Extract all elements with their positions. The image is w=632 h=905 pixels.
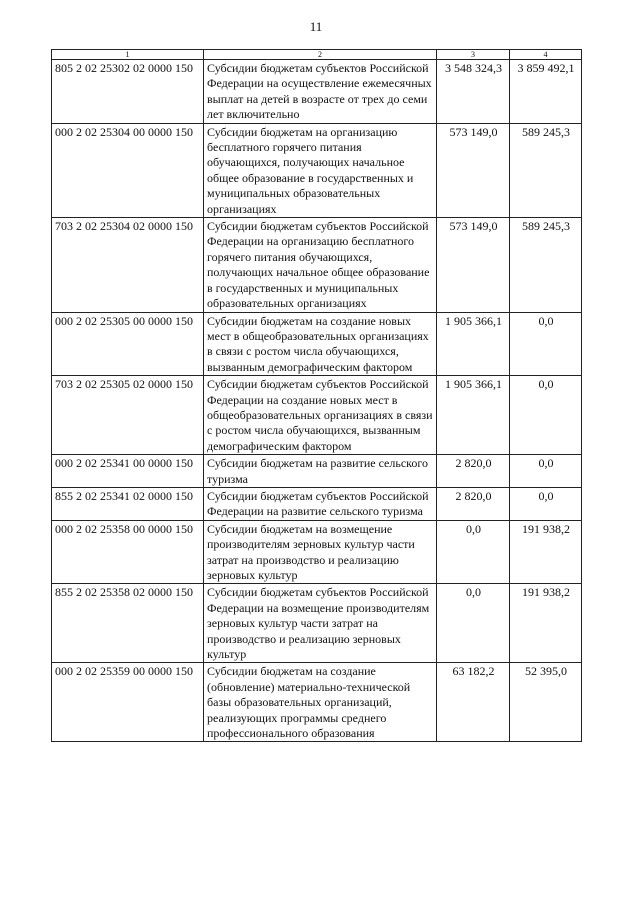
budget-code: 703 2 02 25305 02 0000 150 — [52, 376, 204, 455]
amount-year-2: 0,0 — [510, 455, 582, 488]
table-row — [52, 584, 582, 663]
amount-year-2: 0,0 — [510, 312, 582, 376]
amount-year-1: 0,0 — [437, 584, 510, 663]
column-number: 1 — [52, 50, 204, 60]
budget-code: 000 2 02 25358 00 0000 150 — [52, 520, 204, 584]
amount-year-1: 1 905 366,1 — [437, 312, 510, 376]
subsidy-name: Субсидии бюджетам субъектов Российской Федерации на создание новых мест в общеобразовательных организациях в связи с ростом числа обучающихся, вызванным демографическим фактором — [204, 376, 437, 455]
budget-code: 000 2 02 25305 00 0000 150 — [52, 312, 204, 376]
amount-year-1: 2 820,0 — [437, 455, 510, 488]
table-row — [52, 60, 582, 124]
table-row — [52, 520, 582, 584]
subsidy-name: Субсидии бюджетам субъектов Российской Федерации на развитие сельского туризма — [204, 487, 437, 520]
budget-code: 000 2 02 25341 00 0000 150 — [52, 455, 204, 488]
budget-table — [51, 49, 582, 742]
column-number: 2 — [204, 50, 437, 60]
amount-year-1: 3 548 324,3 — [437, 60, 510, 124]
amount-year-2: 0,0 — [510, 487, 582, 520]
table-row — [52, 218, 582, 312]
subsidy-name: Субсидии бюджетам на организацию бесплатного горячего питания обучающихся, получающих начальное общее образование в государственных и муниципальных образовательных организациях — [204, 123, 437, 217]
amount-year-1: 2 820,0 — [437, 487, 510, 520]
amount-year-1: 0,0 — [437, 520, 510, 584]
page-number: 11 — [309, 19, 323, 34]
column-number: 3 — [437, 50, 510, 60]
amount-year-1: 63 182,2 — [437, 663, 510, 742]
budget-code: 805 2 02 25302 02 0000 150 — [52, 60, 204, 124]
amount-year-1: 1 905 366,1 — [437, 376, 510, 455]
column-number: 4 — [510, 50, 582, 60]
budget-code: 000 2 02 25359 00 0000 150 — [52, 663, 204, 742]
budget-code: 855 2 02 25358 02 0000 150 — [52, 584, 204, 663]
subsidy-name: Субсидии бюджетам субъектов Российской Федерации на осуществление ежемесячных выплат на детей в возрасте от трех до семи лет включительно — [204, 60, 437, 124]
amount-year-2: 191 938,2 — [510, 520, 582, 584]
table-row — [52, 312, 582, 376]
subsidy-name: Субсидии бюджетам на возмещение производителям зерновых культур части затрат на производство и реализацию зерновых культур — [204, 520, 437, 584]
amount-year-2: 3 859 492,1 — [510, 60, 582, 124]
subsidy-name: Субсидии бюджетам на развитие сельского туризма — [204, 455, 437, 488]
subsidy-name: Субсидии бюджетам субъектов Российской Федерации на организацию бесплатного горячего питания обучающихся, получающих начальное общее образование в государственных и муниципальных образовательных организациях — [204, 218, 437, 312]
table-row — [52, 487, 582, 520]
table-row — [52, 663, 582, 742]
subsidy-name: Субсидии бюджетам субъектов Российской Федерации на возмещение производителям зерновых культур части затрат на производство и реализацию зерновых культур — [204, 584, 437, 663]
amount-year-1: 573 149,0 — [437, 218, 510, 312]
budget-code: 000 2 02 25304 00 0000 150 — [52, 123, 204, 217]
budget-code: 703 2 02 25304 02 0000 150 — [52, 218, 204, 312]
subsidy-name: Субсидии бюджетам на создание (обновление) материально-технической базы образовательных организаций, реализующих программы среднего профессионального образования — [204, 663, 437, 742]
budget-code: 855 2 02 25341 02 0000 150 — [52, 487, 204, 520]
amount-year-2: 0,0 — [510, 376, 582, 455]
amount-year-2: 191 938,2 — [510, 584, 582, 663]
table-row — [52, 455, 582, 488]
amount-year-2: 589 245,3 — [510, 218, 582, 312]
amount-year-2: 589 245,3 — [510, 123, 582, 217]
amount-year-1: 573 149,0 — [437, 123, 510, 217]
table-row — [52, 376, 582, 455]
amount-year-2: 52 395,0 — [510, 663, 582, 742]
subsidy-name: Субсидии бюджетам на создание новых мест в общеобразовательных организациях в связи с ростом числа обучающихся, вызванным демографическим фактором — [204, 312, 437, 376]
table-row — [52, 123, 582, 217]
column-number-row — [52, 50, 582, 60]
